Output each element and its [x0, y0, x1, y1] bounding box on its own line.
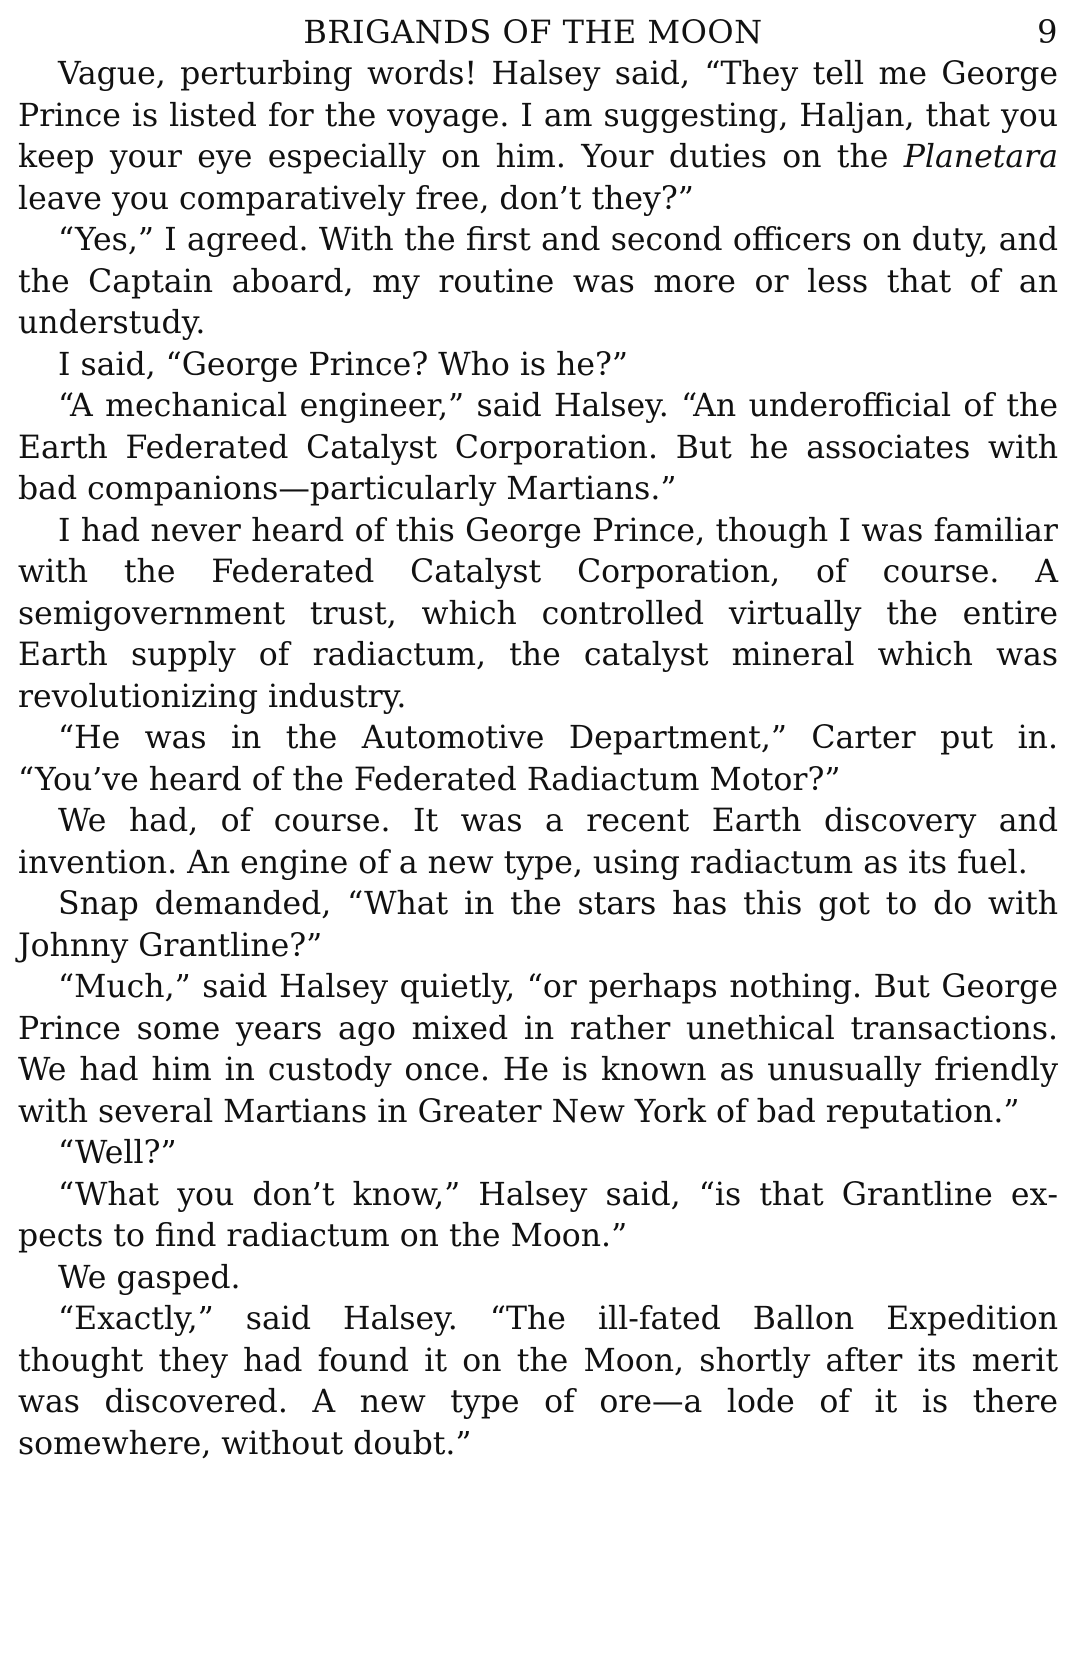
paragraph-text-before-emphasis: Vague, perturbing words! Halsey said, “They tell me George Prince is listed for the voyage. I am suggesting, Haljan, that you keep your eye especially on him. Your duties on the [18, 56, 1058, 175]
paragraph: “A mechanical engineer,” said Halsey. “An underofficial of the Earth Federated Catalyst Corporation. But he associates with bad companions—particularly Martians.” [18, 388, 1058, 507]
ship-name-emphasis: Planetara [903, 139, 1058, 175]
paragraph: “Yes,” I agreed. With the first and second officers on duty, and the Captain aboard, my routine was more or less that of an understudy. [18, 222, 1058, 341]
paragraph: Snap demanded, “What in the stars has this got to do with Johnny Grantline?” [18, 886, 1058, 964]
paragraph: We had, of course. It was a recent Earth discovery and invention. An engine of a new type, using radiactum as its fuel. [18, 803, 1058, 881]
paragraph: “He was in the Automotive Department,” Carter put in. “You’ve heard of the Federated Radiactum Motor?” [18, 720, 1058, 798]
page-number: 9 [1037, 13, 1058, 51]
running-title: BRIGANDS OF THE MOON [303, 13, 763, 51]
body-text [18, 54, 1058, 1465]
paragraph: I had never heard of this George Prince, though I was familiar with the Federated Catalyst Corporation, of course. A semigovernment trust, which controlled virtually the entire Earth supply of radiactum, the catalyst mineral which was revolutionizing industry. [18, 512, 1058, 715]
paragraph: “Exactly,” said Halsey. “The ill-fated Ballon Expedition thought they had found it on the Moon, shortly after its merit was discovered. A new type of ore—a lode of it is there somewhere, without doubt.” [18, 1301, 1058, 1462]
book-page [18, 8, 1058, 1465]
paragraph: “What you don’t know,” Halsey said, “is that Grantline expects to find radiactum on the Moon.” [18, 1176, 1058, 1254]
paragraph: “Much,” said Halsey quietly, “or perhaps nothing. But George Prince some years ago mixed in rather unethical transactions. We had him in custody once. He is known as unusually friendly with several Martians in Greater New York of bad reputation.” [18, 969, 1058, 1130]
paragraph [18, 54, 1058, 220]
paragraph: I said, “George Prince? Who is he?” [58, 346, 629, 383]
paragraph-text-after-emphasis: leave you comparatively free, don’t they?” [18, 180, 694, 217]
paragraph: We gasped. [58, 1259, 241, 1296]
running-head [18, 8, 1058, 56]
paragraph: “Well?” [58, 1135, 177, 1171]
